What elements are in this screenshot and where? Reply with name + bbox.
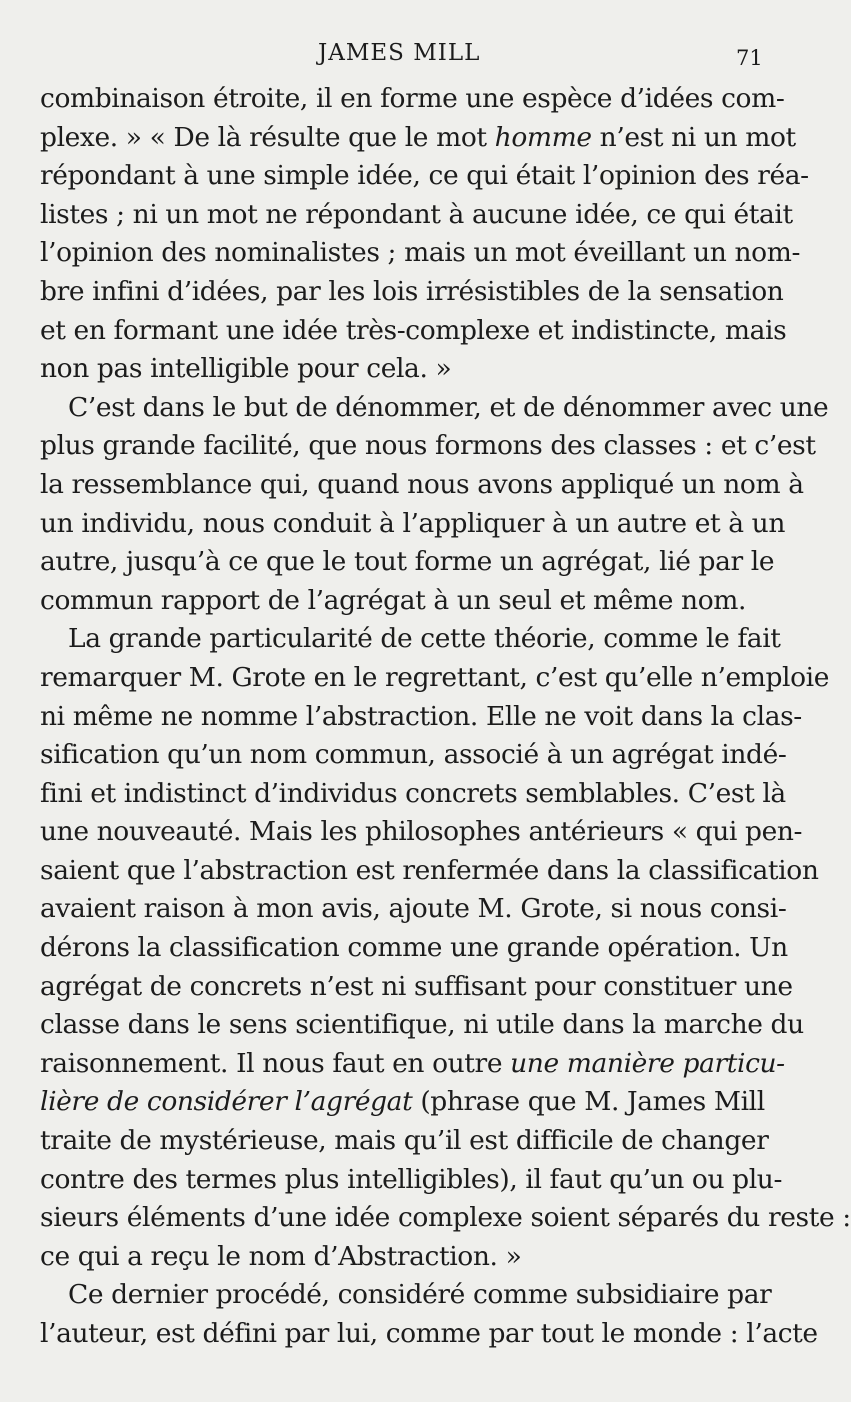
text-segment: fini et indistinct d’individus concrets semblables. C’est là (40, 777, 786, 809)
text-line (40, 350, 760, 389)
text-line (40, 273, 784, 312)
text-line (40, 736, 787, 775)
page-header (0, 36, 800, 76)
text-segment: plus grande facilité, que nous formons des classes : et c’est (40, 430, 816, 462)
italic-text: une manière particu- (510, 1047, 785, 1079)
text-segment: combinaison étroite, il en forme une espèce d’idées com- (40, 83, 785, 114)
text-segment: traite de mystérieuse, mais qu’il est difficile de changer (40, 1125, 769, 1157)
text-line (40, 157, 809, 196)
text-line (40, 852, 819, 891)
text-line (40, 1199, 851, 1238)
text-line (40, 813, 803, 852)
text-segment: raisonnement. Il nous faut en outre (40, 1047, 511, 1079)
text-segment: un individu, nous conduit à l’appliquer à un autre et à un (40, 507, 786, 539)
text-segment: l’opinion des nominalistes ; mais un mot éveillant un nom- (40, 237, 800, 269)
text-line (40, 1238, 760, 1277)
text-line (40, 890, 787, 929)
text-segment: (phrase que M. James Mill (412, 1086, 765, 1118)
text-segment: plexe. » « De là résulte que le mot (40, 121, 495, 153)
text-segment: agrégat de concrets n’est ni suffisant pour constituer une (40, 970, 793, 1002)
text-line (40, 427, 816, 466)
text-line (40, 312, 787, 351)
text-line (40, 1161, 783, 1200)
text-segment: commun rapport de l’agrégat à un seul et même nom. (40, 584, 747, 616)
text-line (40, 929, 788, 968)
italic-text: lière de considérer l’agrégat (40, 1086, 413, 1118)
text-line (40, 1276, 772, 1315)
paragraph (40, 620, 851, 1276)
text-line (40, 1315, 818, 1354)
text-segment: et en formant une idée très-complexe et indistincte, mais (40, 314, 787, 346)
text-line (40, 582, 760, 621)
text-segment: Ce dernier procédé, considéré comme subsidiaire par (68, 1279, 772, 1311)
paragraph (40, 389, 829, 621)
text-segment: sieurs éléments d’une idée complexe soient séparés du reste : (40, 1202, 851, 1234)
text-line (40, 389, 829, 428)
text-line (40, 234, 800, 273)
text-segment: La grande particularité de cette théorie, comme le fait (68, 623, 781, 655)
body-text (40, 80, 851, 1354)
text-line (40, 775, 786, 814)
text-segment: contre des termes plus intelligibles), il faut qu’un ou plu- (40, 1163, 783, 1195)
text-line (40, 1045, 785, 1084)
text-segment: classe dans le sens scientifique, ni utile dans la marche du (40, 1009, 804, 1041)
paragraph (40, 1276, 818, 1353)
text-line (40, 620, 781, 659)
paragraph (40, 80, 809, 389)
text-line (40, 1122, 769, 1161)
text-segment: non pas intelligible pour cela. » (40, 353, 452, 385)
text-segment: une nouveauté. Mais les philosophes antérieurs « qui pen- (40, 816, 803, 848)
text-segment: répondant à une simple idée, ce qui était l’opinion des réa- (40, 160, 809, 192)
text-line (40, 698, 802, 737)
text-line (40, 659, 830, 698)
text-segment: remarquer M. Grote en le regrettant, c’est qu’elle n’emploie (40, 661, 830, 693)
text-line (40, 80, 785, 119)
text-line (40, 968, 793, 1007)
italic-text: homme (494, 121, 592, 153)
text-segment: ni même ne nomme l’abstraction. Elle ne voit dans la clas- (40, 700, 802, 732)
text-segment: bre infini d’idées, par les lois irrésistibles de la sensation (40, 275, 784, 307)
running-head: JAMES MILL (318, 40, 481, 66)
text-line (40, 1083, 765, 1122)
text-segment: C’est dans le but de dénommer, et de dénommer avec une (68, 391, 829, 423)
text-line (40, 543, 775, 582)
text-line (40, 1006, 804, 1045)
text-segment: la ressemblance qui, quand nous avons appliqué un nom à (40, 468, 804, 500)
page-number: 71 (736, 46, 763, 70)
text-segment: n’est ni un mot (591, 121, 796, 153)
text-segment: listes ; ni un mot ne répondant à aucune idée, ce qui était (40, 198, 793, 230)
text-segment: dérons la classification comme une grande opération. Un (40, 932, 788, 964)
text-segment: l’auteur, est défini par lui, comme par tout le monde : l’acte (40, 1318, 818, 1349)
text-segment: saient que l’abstraction est renfermée dans la classification (40, 854, 819, 886)
text-line (40, 196, 793, 235)
text-line (40, 119, 796, 158)
text-line (40, 505, 786, 544)
text-segment: sification qu’un nom commun, associé à un agrégat indé- (40, 739, 787, 771)
text-line (40, 466, 804, 505)
text-segment: autre, jusqu’à ce que le tout forme un agrégat, lié par le (40, 546, 775, 578)
text-segment: avaient raison à mon avis, ajoute M. Grote, si nous consi- (40, 893, 787, 925)
text-segment: ce qui a reçu le nom d’Abstraction. » (40, 1240, 522, 1272)
